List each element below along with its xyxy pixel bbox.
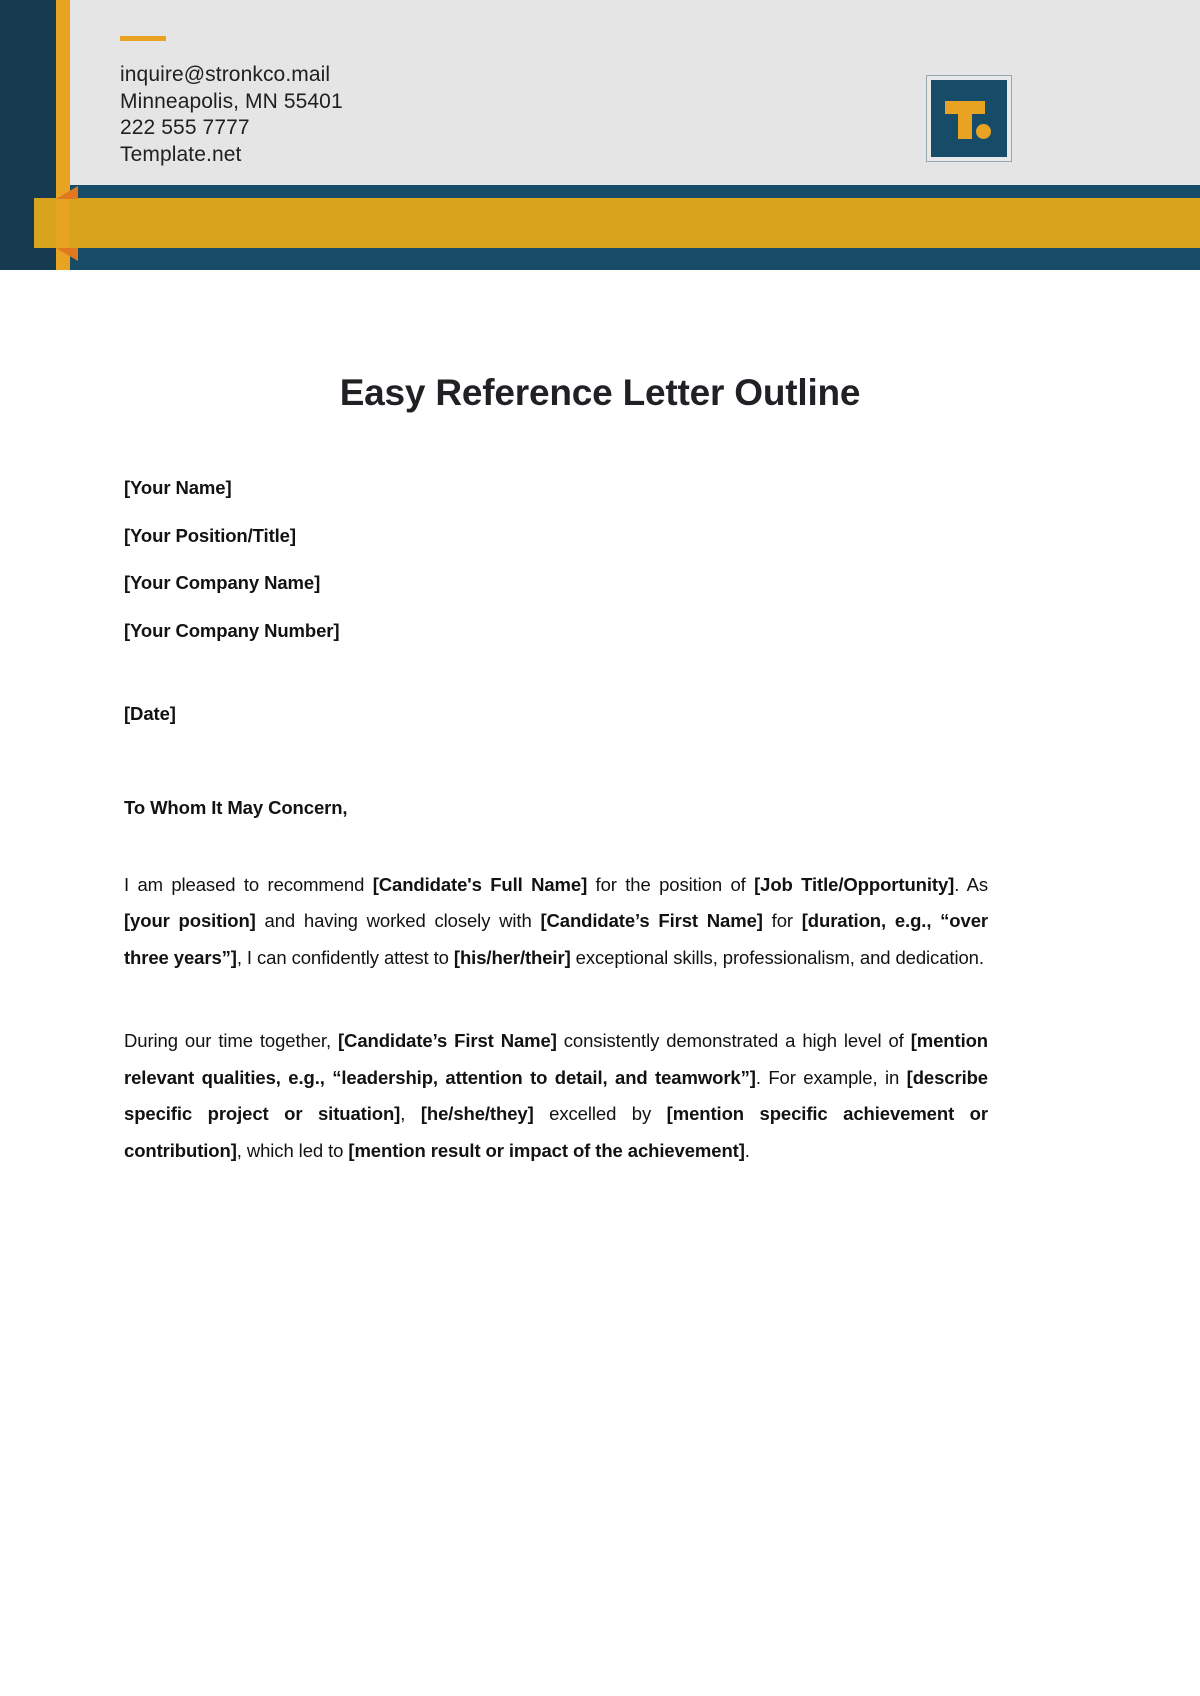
logo-t-stem bbox=[958, 101, 972, 139]
contact-info-block bbox=[120, 62, 343, 168]
salutation: To Whom It May Concern, bbox=[124, 796, 348, 818]
letterhead-header bbox=[0, 0, 1200, 270]
spacer-before-paragraph-2 bbox=[124, 976, 988, 1023]
field-company-number: [Your Company Number] bbox=[124, 619, 340, 641]
contact-website: Template.net bbox=[120, 142, 242, 166]
header-gold-ribbon bbox=[34, 198, 1200, 248]
spacer-before-date bbox=[124, 665, 988, 701]
spacer-before-salutation bbox=[124, 749, 988, 795]
contact-email: inquire@stronkco.mail bbox=[120, 63, 331, 86]
field-date: [Date] bbox=[124, 703, 176, 724]
page-title: Easy Reference Letter Outline bbox=[339, 372, 861, 413]
field-your-position: [Your Position/Title] bbox=[124, 524, 296, 546]
contact-phone: 222 555 7777 bbox=[120, 116, 250, 139]
paragraph-1: I am pleased to recommend [Candidate's Full Name] for the position of [Job Title/Opportunity]. As [your position] and having worked closely with [Candidate’s First Name] for [duration, e.g., “over three years”], I can confidently attest to [his/her/their] exceptional skills, professionalism, and dedication. bbox=[124, 873, 989, 968]
gold-accent-dash bbox=[120, 36, 166, 41]
letter-body bbox=[124, 475, 988, 1169]
header-gold-vertical-stripe bbox=[56, 0, 70, 270]
logo-t-mark bbox=[945, 97, 993, 141]
logo-dot-icon bbox=[976, 124, 991, 139]
field-company-name: [Your Company Name] bbox=[124, 572, 321, 593]
field-your-name: [Your Name] bbox=[124, 477, 232, 498]
spacer-before-paragraph-1 bbox=[124, 820, 988, 867]
contact-address: Minneapolis, MN 55401 bbox=[120, 89, 343, 113]
paragraph-2: During our time together, [Candidate’s First Name] consistently demonstrated a high level of [mention relevant qualities, e.g., “leadership, attention to detail, and teamwork”]. For example, in [describe specific project or situation], [he/she/they] excelled by [mention specific achievement or contribution], which led to [mention result or impact of the achievement]. bbox=[124, 1030, 989, 1161]
company-logo bbox=[927, 76, 1011, 161]
